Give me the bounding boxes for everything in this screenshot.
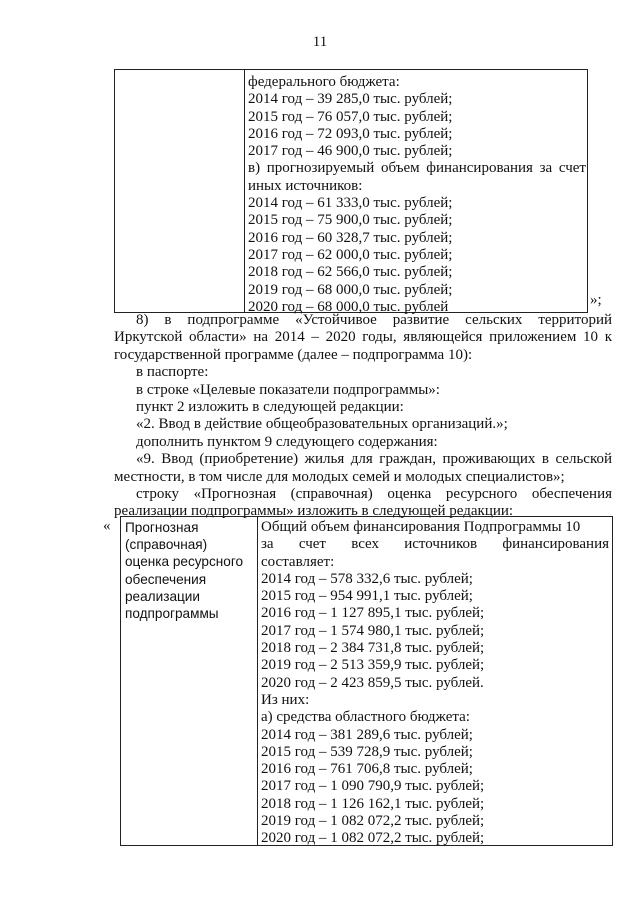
table-line: 2014 год – 39 285,0 тыс. рублей; <box>248 91 453 108</box>
table-line: за счет всех источников финансирования <box>261 536 609 553</box>
table-line: подпрограммы <box>125 606 219 622</box>
table-line: составляет: <box>261 553 335 570</box>
closing-quote: »; <box>590 292 602 308</box>
paragraph: местности, в том числе для молодых семей и молодых специалистов»; <box>114 468 565 485</box>
table-line: 2020 год – 1 082 072,2 тыс. рублей; <box>261 830 485 847</box>
paragraph: государственной программе (далее – подпрограмма 10): <box>114 346 473 363</box>
table-line: Прогнозная <box>125 520 199 535</box>
table-line: 2015 год – 539 728,9 тыс. рублей; <box>261 743 473 760</box>
table-line: 2016 год – 1 127 895,1 тыс. рублей; <box>261 605 485 622</box>
table-line: 2015 год – 75 900,0 тыс. рублей; <box>248 212 453 229</box>
paragraph: строку «Прогнозная (справочная) оценка ресурсного обеспечения <box>136 486 612 503</box>
table-line: 2014 год – 578 332,6 тыс. рублей; <box>261 570 473 587</box>
opening-quote: « <box>103 518 111 534</box>
table-line: иных источников: <box>248 177 363 194</box>
top-table <box>114 69 588 313</box>
page-number: 11 <box>312 34 328 50</box>
table-line: а) средства областного бюджета: <box>261 709 470 726</box>
table-line: 2016 год – 761 706,8 тыс. рублей; <box>261 761 473 778</box>
table-line: обеспечения <box>125 571 207 587</box>
table-line: 2018 год – 2 384 731,8 тыс. рублей; <box>261 640 485 657</box>
bottom-table-right-cell <box>261 519 609 848</box>
table-line: Общий объем финансирования Подпрограммы 10 <box>261 519 581 535</box>
table-line: 2014 год – 61 333,0 тыс. рублей; <box>248 195 453 212</box>
table-line: 2017 год – 1 574 980,1 тыс. рублей; <box>261 622 485 639</box>
table-line: реализации <box>125 588 200 604</box>
paragraph: дополнить пунктом 9 следующего содержания: <box>136 433 438 450</box>
table-line: 2015 год – 954 991,1 тыс. рублей; <box>261 588 473 605</box>
table-line: оценка ресурсного <box>125 554 244 570</box>
table-line: 2017 год – 62 000,0 тыс. рублей; <box>248 246 453 263</box>
table-line: Из них: <box>261 691 310 708</box>
table-line: 2018 год – 62 566,0 тыс. рублей; <box>248 264 453 281</box>
paragraph: 8) в подпрограмме «Устойчивое развитие сельских территорий <box>136 312 612 328</box>
table-line: 2014 год – 381 289,6 тыс. рублей; <box>261 726 473 743</box>
table-line: 2019 год – 68 000,0 тыс. рублей; <box>248 281 453 298</box>
body-text <box>114 312 612 521</box>
table-line: 2020 год – 2 423 859,5 тыс. рублей. <box>261 674 484 691</box>
table-line: 2016 год – 72 093,0 тыс. рублей; <box>248 125 453 142</box>
paragraph: «2. Ввод в действие общеобразовательных организаций.»; <box>136 416 508 433</box>
bottom-table-left-cell <box>121 517 258 845</box>
table-line: 2015 год – 76 057,0 тыс. рублей; <box>248 108 453 125</box>
table-line: (справочная) <box>125 537 208 553</box>
paragraph: в строке «Целевые показатели подпрограммы»: <box>136 381 440 398</box>
top-table-left-cell <box>115 70 245 312</box>
paragraph: «9. Ввод (приобретение) жилья для граждан, проживающих в сельской <box>136 451 612 468</box>
paragraph: реализации подпрограммы» изложить в следующей редакции: <box>114 503 514 520</box>
table-line: 2019 год – 2 513 359,9 тыс. рублей; <box>261 657 485 674</box>
top-table-right-cell <box>248 74 586 316</box>
paragraph: в паспорте: <box>136 364 209 381</box>
table-line: 2018 год – 1 126 162,1 тыс. рублей; <box>261 795 485 812</box>
table-line: 2019 год – 1 082 072,2 тыс. рублей; <box>261 813 485 830</box>
table-line: 2017 год – 1 090 790,9 тыс. рублей; <box>261 778 485 795</box>
paragraph: Иркутской области» на 2014 – 2020 годы, являющейся приложением 10 к <box>114 329 612 346</box>
table-line: в) прогнозируемый объем финансирования за счет <box>248 160 586 177</box>
table-line: 2017 год – 46 900,0 тыс. рублей; <box>248 143 453 160</box>
table-line: 2020 год – 68 000,0 тыс. рублей <box>248 298 449 315</box>
paragraph: пункт 2 изложить в следующей редакции: <box>136 399 404 416</box>
table-line: 2016 год – 60 328,7 тыс. рублей; <box>248 229 453 246</box>
bottom-table <box>120 516 613 846</box>
table-line: федерального бюджета: <box>248 74 400 90</box>
